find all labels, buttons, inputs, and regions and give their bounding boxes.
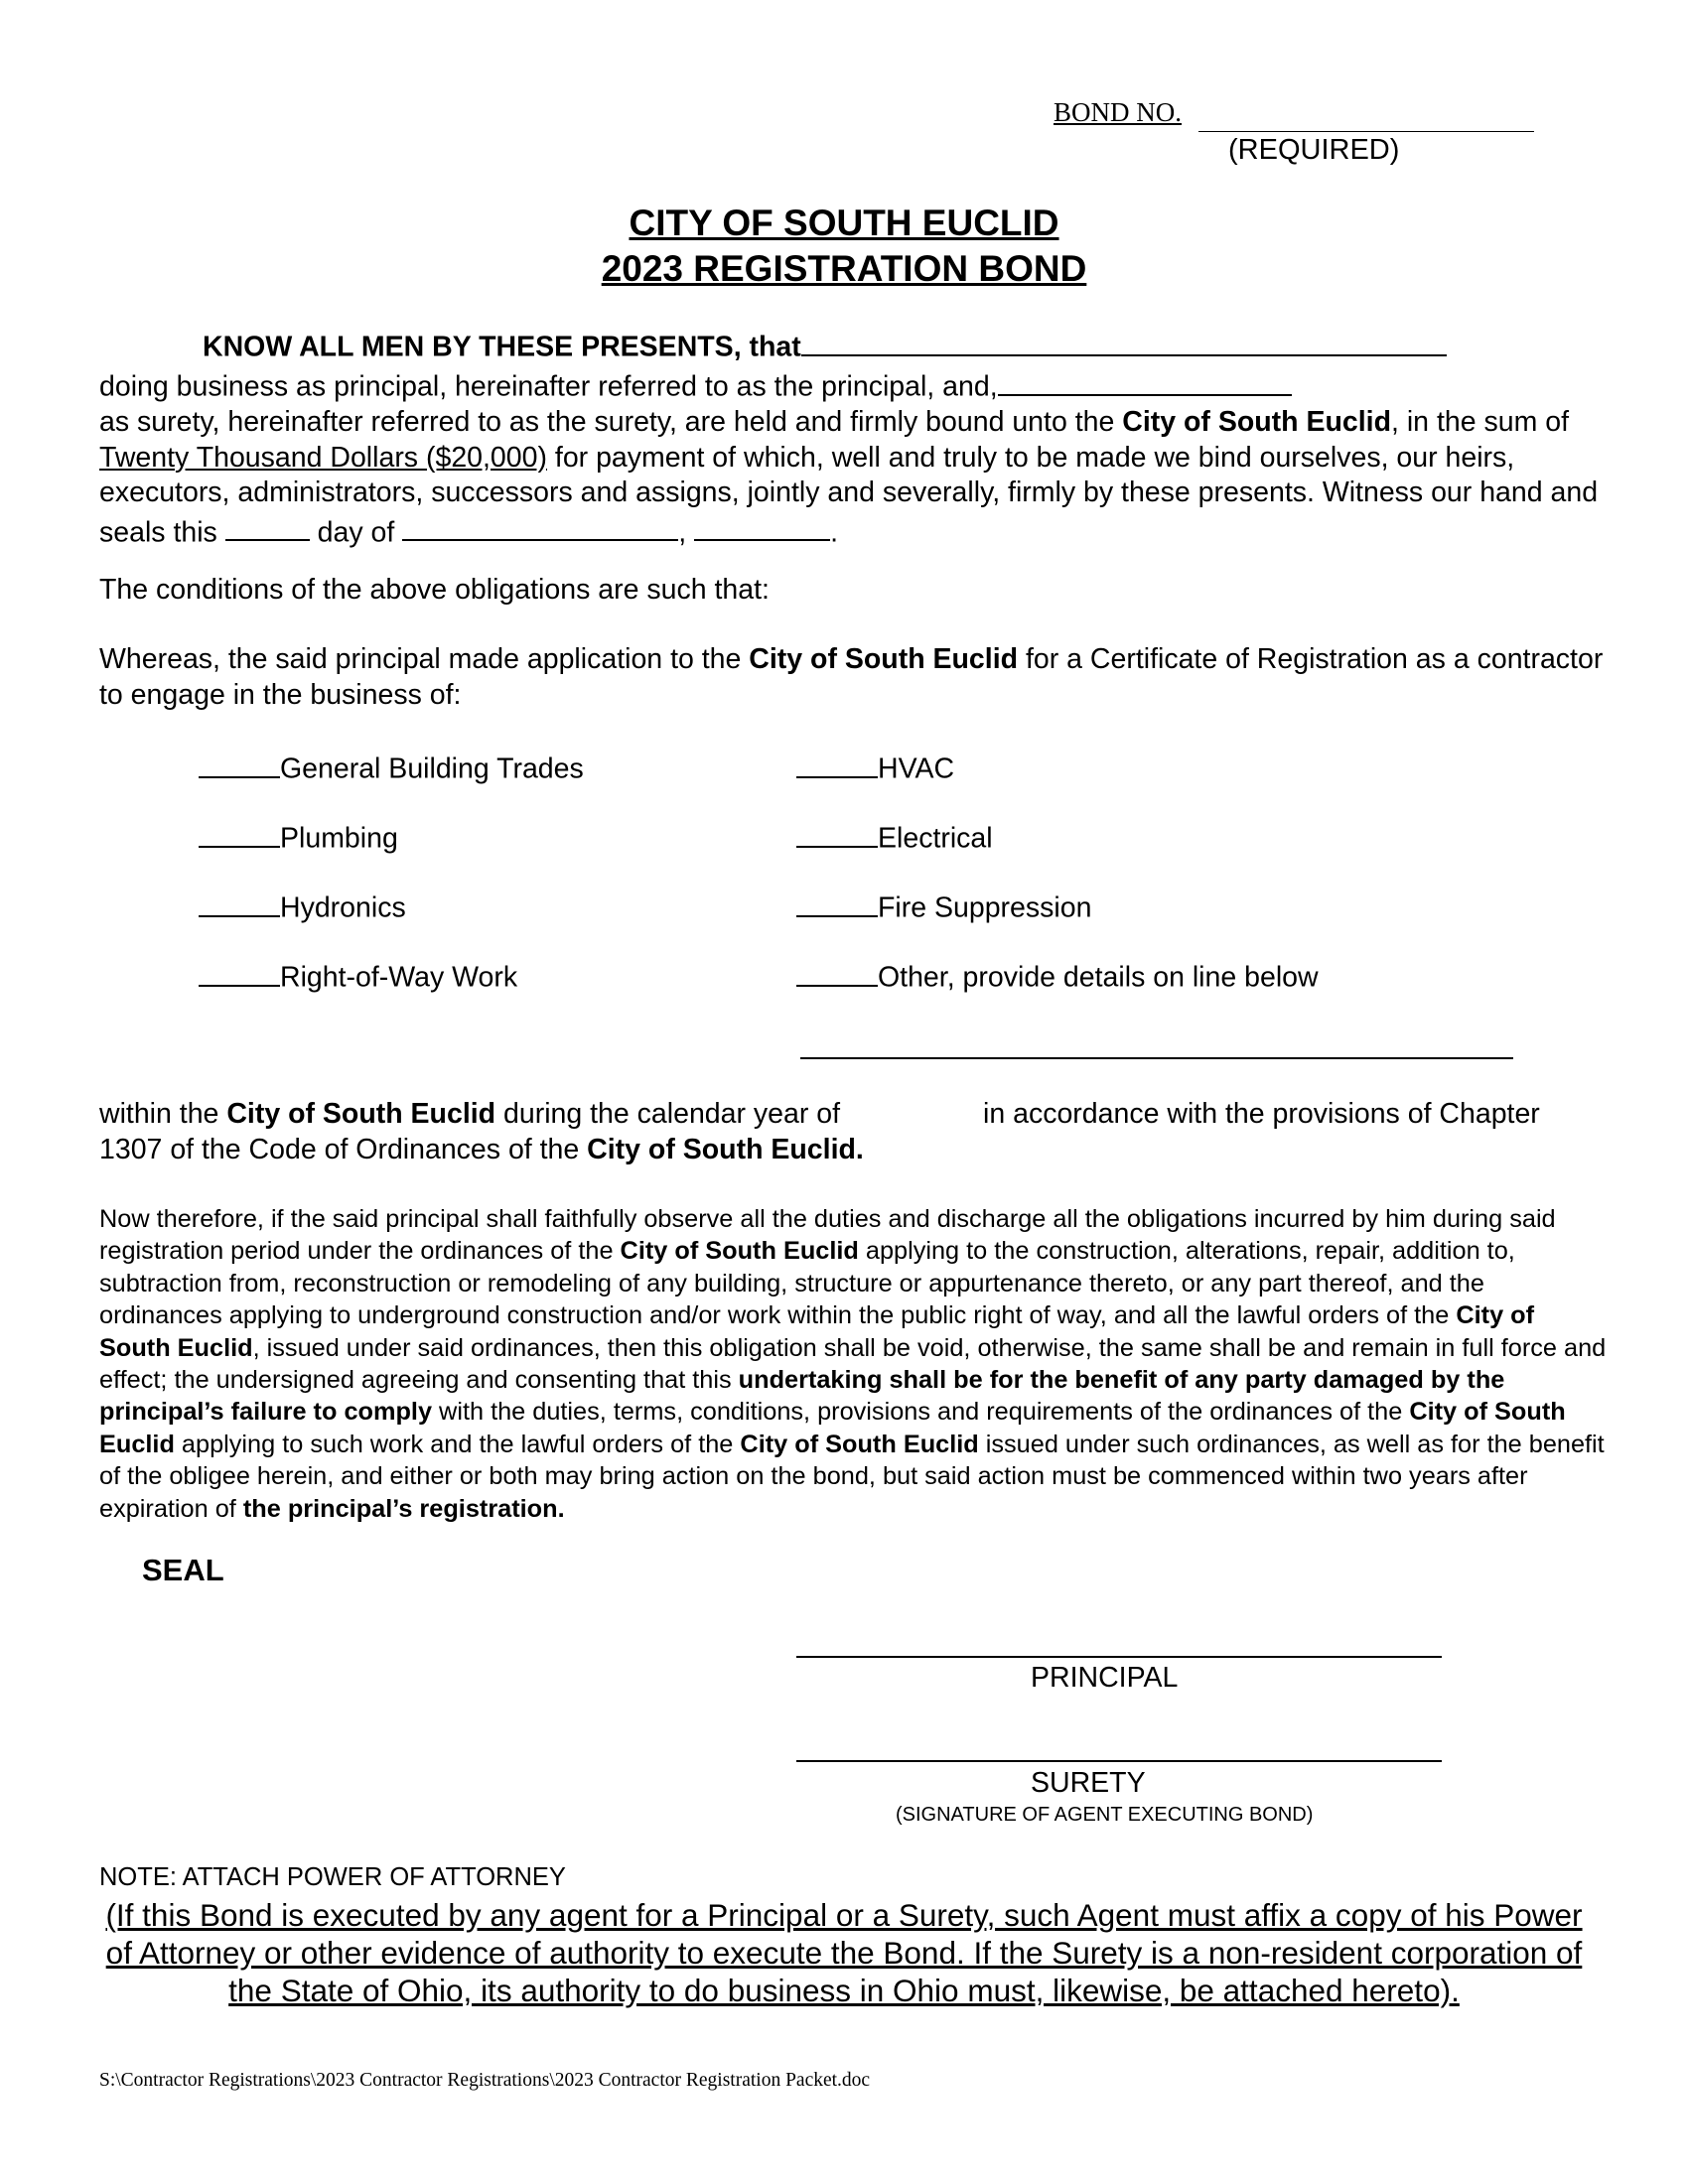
intro-paragraph [99, 326, 1609, 551]
now-text-4: with the duties, terms, conditions, provisions and requirements of the ordinances of the [432, 1398, 1410, 1427]
intro-lead: KNOW ALL MEN BY THESE PRESENTS, that [203, 331, 801, 363]
option-blank[interactable] [796, 956, 878, 987]
note-body: (If this Bond is executed by any agent for a Principal or a Surety, such Agent must affix a copy of his Power of Attorney or other evidence of authority to execute the Bond. If the Surety is a non-resident corporation of the State of Ohio, its authority to do business in Ohio must, likewise, be attached hereto). [105, 1897, 1583, 2008]
option-hvac[interactable] [796, 748, 954, 786]
accordance-text: in accordance with the provisions of Chapter [983, 1098, 1540, 1130]
required-note: (REQUIRED) [1228, 134, 1400, 166]
within-text-3: 1307 of the Code of Ordinances of the [99, 1133, 588, 1165]
now-text-3: , issued under said ordinances, then this obligation shall be void, otherwise, the same shall be and remain in full force and effect; the undersigned agreeing and consenting that this [99, 1333, 1607, 1395]
intro-text-2: as surety, hereinafter referred to as the surety, are held and firmly bound unto the [99, 406, 1123, 438]
now-text-5: applying to such work and the lawful orders of the [174, 1430, 741, 1458]
conditions-paragraph [99, 1203, 1609, 1525]
seal-label: SEAL [142, 1553, 224, 1587]
whereas-text-1: Whereas, the said principal made application to the [99, 643, 750, 675]
option-right-of-way[interactable] [199, 956, 517, 995]
option-fire-suppression[interactable] [796, 887, 1091, 925]
option-label: Hydronics [280, 891, 406, 924]
bond-no-label: BOND NO. [1054, 97, 1183, 127]
intro-text-7: . [830, 516, 838, 548]
within-paragraph [99, 1097, 953, 1167]
intro-text-6: , [678, 516, 695, 548]
option-label: Fire Suppression [878, 891, 1092, 924]
option-blank[interactable] [199, 817, 280, 848]
option-electrical[interactable] [796, 817, 993, 856]
surety-sublabel: (SIGNATURE OF AGENT EXECUTING BOND) [896, 1804, 1314, 1826]
bond-no-field[interactable] [1198, 131, 1534, 132]
now-text-6: issued under such ordinances, as well as for the benefit of the obligee herein, and either or both may bring action on the bond, but said action must be commenced within two years after expiration of [99, 1430, 1605, 1523]
city-name: City of South Euclid [99, 1398, 1566, 1458]
now-text-2: applying to the construction, alterations, repair, addition to, subtraction from, reconstruction or remodeling of any building, structure or appurtenance thereto, or any part thereof, and the ordinances applying to underground construction and/or work within the public right of way, and all the lawful orders of the [99, 1237, 1515, 1330]
option-blank[interactable] [199, 956, 280, 987]
option-label: Plumbing [280, 822, 398, 855]
option-blank[interactable] [796, 817, 878, 848]
surety-label: SURETY [1031, 1767, 1146, 1799]
city-name: City of South Euclid [749, 643, 1019, 675]
option-blank[interactable] [796, 887, 878, 917]
document-title: CITY OF SOUTH EUCLID [629, 203, 1059, 243]
option-general-building[interactable] [199, 748, 584, 786]
option-blank[interactable] [796, 748, 878, 778]
city-name: City of South Euclid [620, 1237, 859, 1266]
option-other[interactable] [796, 956, 1319, 995]
registration-clause: the principal’s registration. [242, 1494, 565, 1523]
principal-signature-line[interactable] [796, 1656, 1442, 1658]
option-plumbing[interactable] [199, 817, 398, 856]
city-name: City of South Euclid [1122, 406, 1392, 438]
intro-text-1: doing business as principal, hereinafter referred to as the principal, and, [99, 370, 998, 403]
note-label: NOTE: ATTACH POWER OF ATTORNEY [99, 1863, 566, 1891]
document-subtitle: 2023 REGISTRATION BOND [601, 248, 1087, 289]
city-name: City of South Euclid [99, 1301, 1535, 1362]
option-label: HVAC [878, 752, 955, 785]
option-hydronics[interactable] [199, 887, 406, 925]
year-blank[interactable] [694, 511, 830, 542]
surety-signature-line[interactable] [796, 1760, 1442, 1762]
other-details-line[interactable] [800, 1057, 1513, 1059]
day-blank[interactable] [225, 511, 310, 542]
option-blank[interactable] [199, 887, 280, 917]
principal-label: PRINCIPAL [1031, 1662, 1179, 1694]
option-label: Electrical [878, 822, 993, 855]
whereas-paragraph [99, 642, 1609, 713]
now-text-1: Now therefore, if the said principal shall faithfully observe all the duties and discharge all the obligations incurred by him during said registration period under the ordinances of the [99, 1205, 1556, 1266]
option-blank[interactable] [199, 748, 280, 778]
option-label: Right-of-Way Work [280, 961, 518, 994]
whereas-text-2: for a Certificate of Registration as a contractor to engage in the business of: [99, 643, 1604, 711]
option-label: General Building Trades [280, 752, 584, 785]
within-text-2: during the calendar year of [495, 1098, 841, 1130]
month-blank[interactable] [402, 511, 678, 542]
principal-name-blank[interactable] [801, 326, 1447, 356]
intro-text-3: , in the sum of [1391, 406, 1570, 438]
intro-text-4: for payment of which, well and truly to be made we bind ourselves, our heirs, executors, administrators, successors and assigns, jointly and severally, firmly by these presents. Witness our hand and seals this [99, 441, 1599, 548]
within-text-4: . [855, 1133, 864, 1165]
city-name: City of South Euclid [226, 1098, 496, 1130]
city-name: City of South Euclid [587, 1133, 856, 1165]
intro-text-5: day of [309, 516, 403, 548]
surety-name-blank[interactable] [998, 365, 1292, 396]
within-text-1: within the [99, 1098, 227, 1130]
city-name: City of South Euclid [740, 1430, 979, 1458]
option-label: Other, provide details on line below [878, 961, 1319, 994]
benefit-clause: undertaking shall be for the benefit of any party damaged by the principal’s failure to comply [99, 1366, 1505, 1427]
file-path-footer: S:\Contractor Registrations\2023 Contractor Registrations\2023 Contractor Registration Packet.doc [99, 2070, 871, 2091]
conditions-text: The conditions of the above obligations are such that: [99, 574, 770, 606]
bond-amount: Twenty Thousand Dollars ($20,000) [99, 441, 547, 474]
